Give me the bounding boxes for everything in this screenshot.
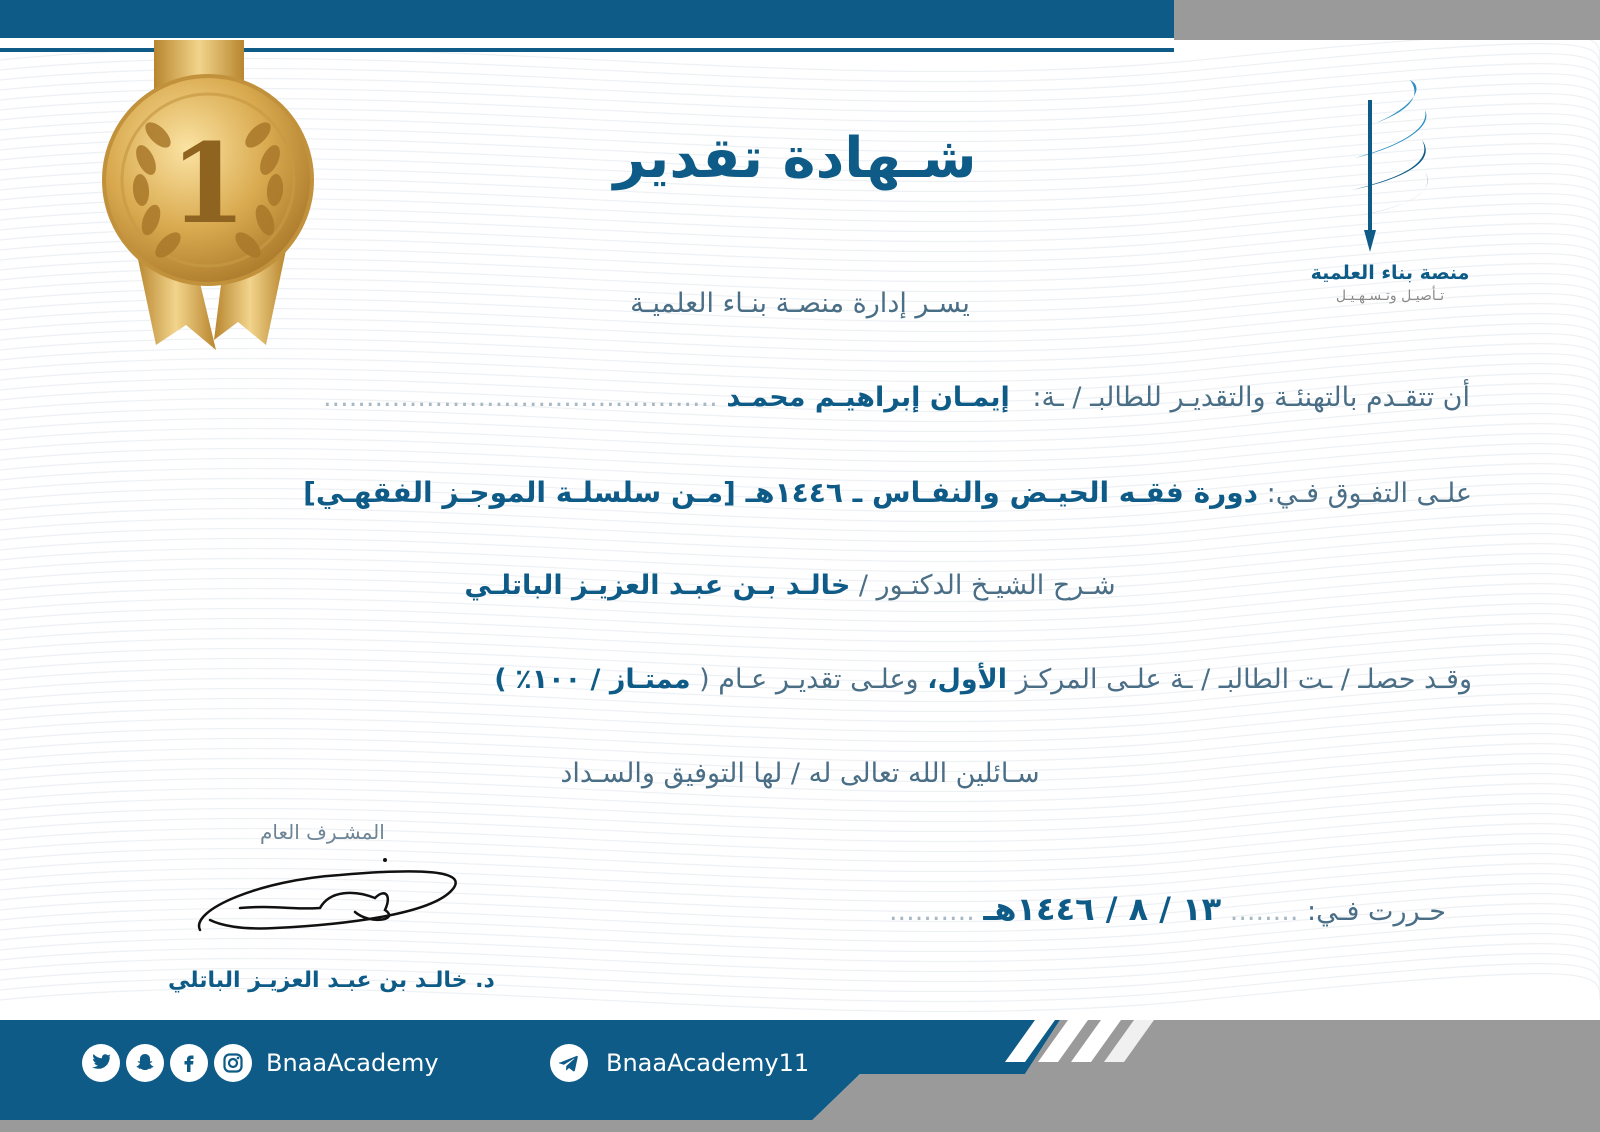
course-name: دورة فقـه الحيـض والنفـاس ـ ١٤٤٦هـ [مـن سلسلـة الموجـز الفقهـي] bbox=[303, 476, 1259, 509]
teacher-line bbox=[400, 570, 1180, 601]
social-handle[interactable]: BnaaAcademy bbox=[266, 1049, 439, 1077]
student-name: إيمـان إبراهيـم محمـد bbox=[726, 382, 1010, 413]
result-prefix: وقـد حصلـ / ـت الطالبـ / ـة علـى المركـز bbox=[1015, 664, 1472, 695]
logo-tagline: تـأصيـل وتـسـهـيـل bbox=[1335, 288, 1445, 304]
explained-prefix: شـرح الشيـخ الدكتـور / bbox=[858, 570, 1116, 601]
congrats-prefix: أن تتقـدم بالتهنئـة والتقديـر للطالبـ / ـة: bbox=[1032, 382, 1470, 413]
gold-medal-icon bbox=[96, 40, 336, 370]
logo-name: منصة بناء العلمية bbox=[1310, 262, 1470, 284]
supervisor-name: د. خالـد بن عبـد العزيـز الباتلي bbox=[168, 968, 495, 993]
certificate-title: شـهادة تقدير bbox=[613, 126, 977, 191]
supervisor-label: المشـرف العام bbox=[260, 820, 385, 844]
instagram-icon[interactable] bbox=[214, 1044, 252, 1082]
facebook-icon[interactable] bbox=[170, 1044, 208, 1082]
pen-logo-icon bbox=[1330, 70, 1450, 260]
platform-logo bbox=[1290, 70, 1490, 330]
result-line bbox=[240, 664, 1472, 695]
rank: الأول، bbox=[927, 664, 1008, 695]
date-label: حـررت فـي: bbox=[1307, 896, 1446, 927]
excellence-line bbox=[70, 476, 1472, 509]
congrats-line bbox=[290, 382, 1470, 413]
medal-number: 1 bbox=[169, 119, 247, 248]
date-value: ١٣ / ٨ / ١٤٤٦هـ bbox=[983, 890, 1222, 928]
prayer-line: سـائلين الله تعالى له / لها التوفيق والسـداد bbox=[560, 758, 1040, 789]
grade: ممتـاز / ١٠٠٪ bbox=[515, 664, 691, 695]
social-links bbox=[82, 1042, 439, 1084]
telegram-link bbox=[550, 1042, 809, 1084]
telegram-icon[interactable] bbox=[550, 1044, 588, 1082]
dotted-line: .............................................. bbox=[322, 382, 718, 413]
signature-icon bbox=[180, 850, 480, 960]
result-mid: وعلـى تقديـر عـام ( bbox=[699, 664, 919, 695]
result-close: ) bbox=[494, 664, 507, 695]
twitter-icon[interactable] bbox=[82, 1044, 120, 1082]
intro-line: يسـر إدارة منصـة بنـاء العلميـة bbox=[630, 288, 970, 319]
date-dots: ........ bbox=[1229, 896, 1299, 927]
top-gray-bar bbox=[1174, 0, 1600, 40]
date-row bbox=[846, 890, 1446, 928]
teacher-name: خالـد بـن عبـد العزيـز الباتلـي bbox=[464, 570, 851, 601]
excellence-prefix: علـى التفـوق فـي: bbox=[1266, 478, 1472, 509]
top-blue-bar bbox=[0, 0, 1174, 38]
date-dots-tail: .......... bbox=[888, 896, 975, 927]
telegram-handle[interactable]: BnaaAcademy11 bbox=[606, 1049, 810, 1077]
snapchat-icon[interactable] bbox=[126, 1044, 164, 1082]
